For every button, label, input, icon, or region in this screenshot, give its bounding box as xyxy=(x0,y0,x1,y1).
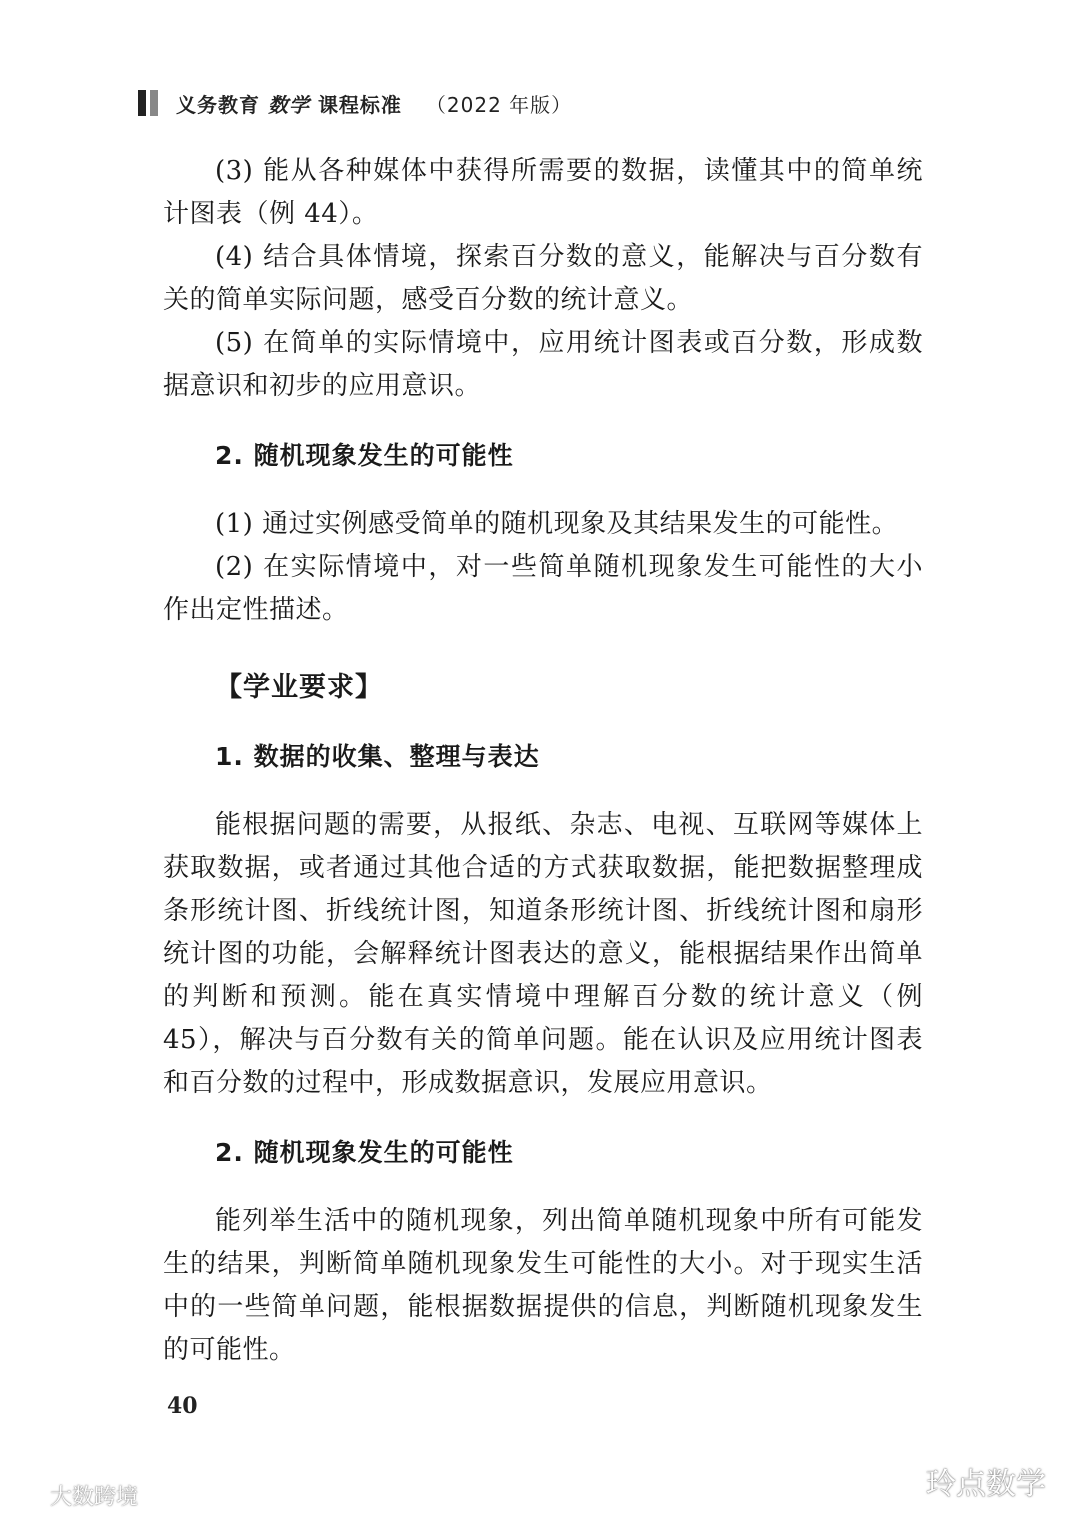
section2-heading: 2. 随机现象发生的可能性 xyxy=(215,441,514,470)
header-title xyxy=(176,89,572,118)
academic-sub2-text: 能列举生活中的随机现象，列出简单随机现象中所有可能发生的结果，判断简单随机现象发生可能性的大小。对于现实生活中的一些简单问题，能根据数据提供的信息，判断随机现象发生的可能性。 xyxy=(163,1206,923,1365)
section2-item-2: (2) 在实际情境中，对一些简单随机现象发生可能性的大小作出定性描述。 xyxy=(163,552,923,625)
academic-sub2-heading: 2. 随机现象发生的可能性 xyxy=(215,1138,514,1167)
header-bars-icon xyxy=(138,90,162,116)
page-body xyxy=(163,150,923,1372)
section1-item-3: (3) 能从各种媒体中获得所需要的数据，读懂其中的简单统计图表（例 44）。 xyxy=(163,156,923,229)
header-title-part1: 义务教育 xyxy=(176,92,260,117)
academic-sub1-text-b: 能在真实情境中理解百分数的统计意义（例 45），解决与百分数有关的简单问题。能在认识及应用统计图表和百分数的过程中，形成数据意识，发展应用意识。 xyxy=(163,982,923,1098)
header-year: （2022 年版） xyxy=(425,92,573,117)
watermark-right xyxy=(878,1459,1046,1503)
academic-sub1-text-a: 能根据问题的需要，从报纸、杂志、电视、互联网等媒体上获取数据，或者通过其他合适的方式获取数据，能把数据整理成条形统计图、折线统计图，知道条形统计图、折线统计图和扇形统计图的功能，会解释统计图表达的意义，能根据结果作出简单的判断和预测。 xyxy=(163,810,923,1012)
section1-item-4: (4) 结合具体情境，探索百分数的意义，能解决与百分数有关的简单实际问题，感受百分数的统计意义。 xyxy=(163,242,923,315)
watermark-left xyxy=(10,1480,138,1511)
academic-title: 【学业要求】 xyxy=(215,672,383,703)
watermark-left-text: 大数跨境 xyxy=(50,1485,139,1510)
header-bar-dark xyxy=(138,90,146,116)
academic-sub1-heading: 1. 数据的收集、整理与表达 xyxy=(215,742,540,771)
wechat-logo-icon xyxy=(10,1482,44,1510)
academic-sub1-text xyxy=(163,804,923,1105)
section2-item-1: (1) 通过实例感受简单的随机现象及其结果发生的可能性。 xyxy=(215,509,899,539)
header-bar-light xyxy=(150,90,158,116)
page-number: 40 xyxy=(167,1393,198,1419)
wechat-logo-icon xyxy=(878,1464,916,1498)
header-title-italic: 数学 xyxy=(267,92,310,117)
watermark-right-text: 玲点数学 xyxy=(926,1467,1046,1502)
section1-item-5: (5) 在简单的实际情境中，应用统计图表或百分数，形成数据意识和初步的应用意识。 xyxy=(163,328,923,401)
running-header xyxy=(138,86,572,120)
header-title-part2: 课程标准 xyxy=(317,92,402,117)
